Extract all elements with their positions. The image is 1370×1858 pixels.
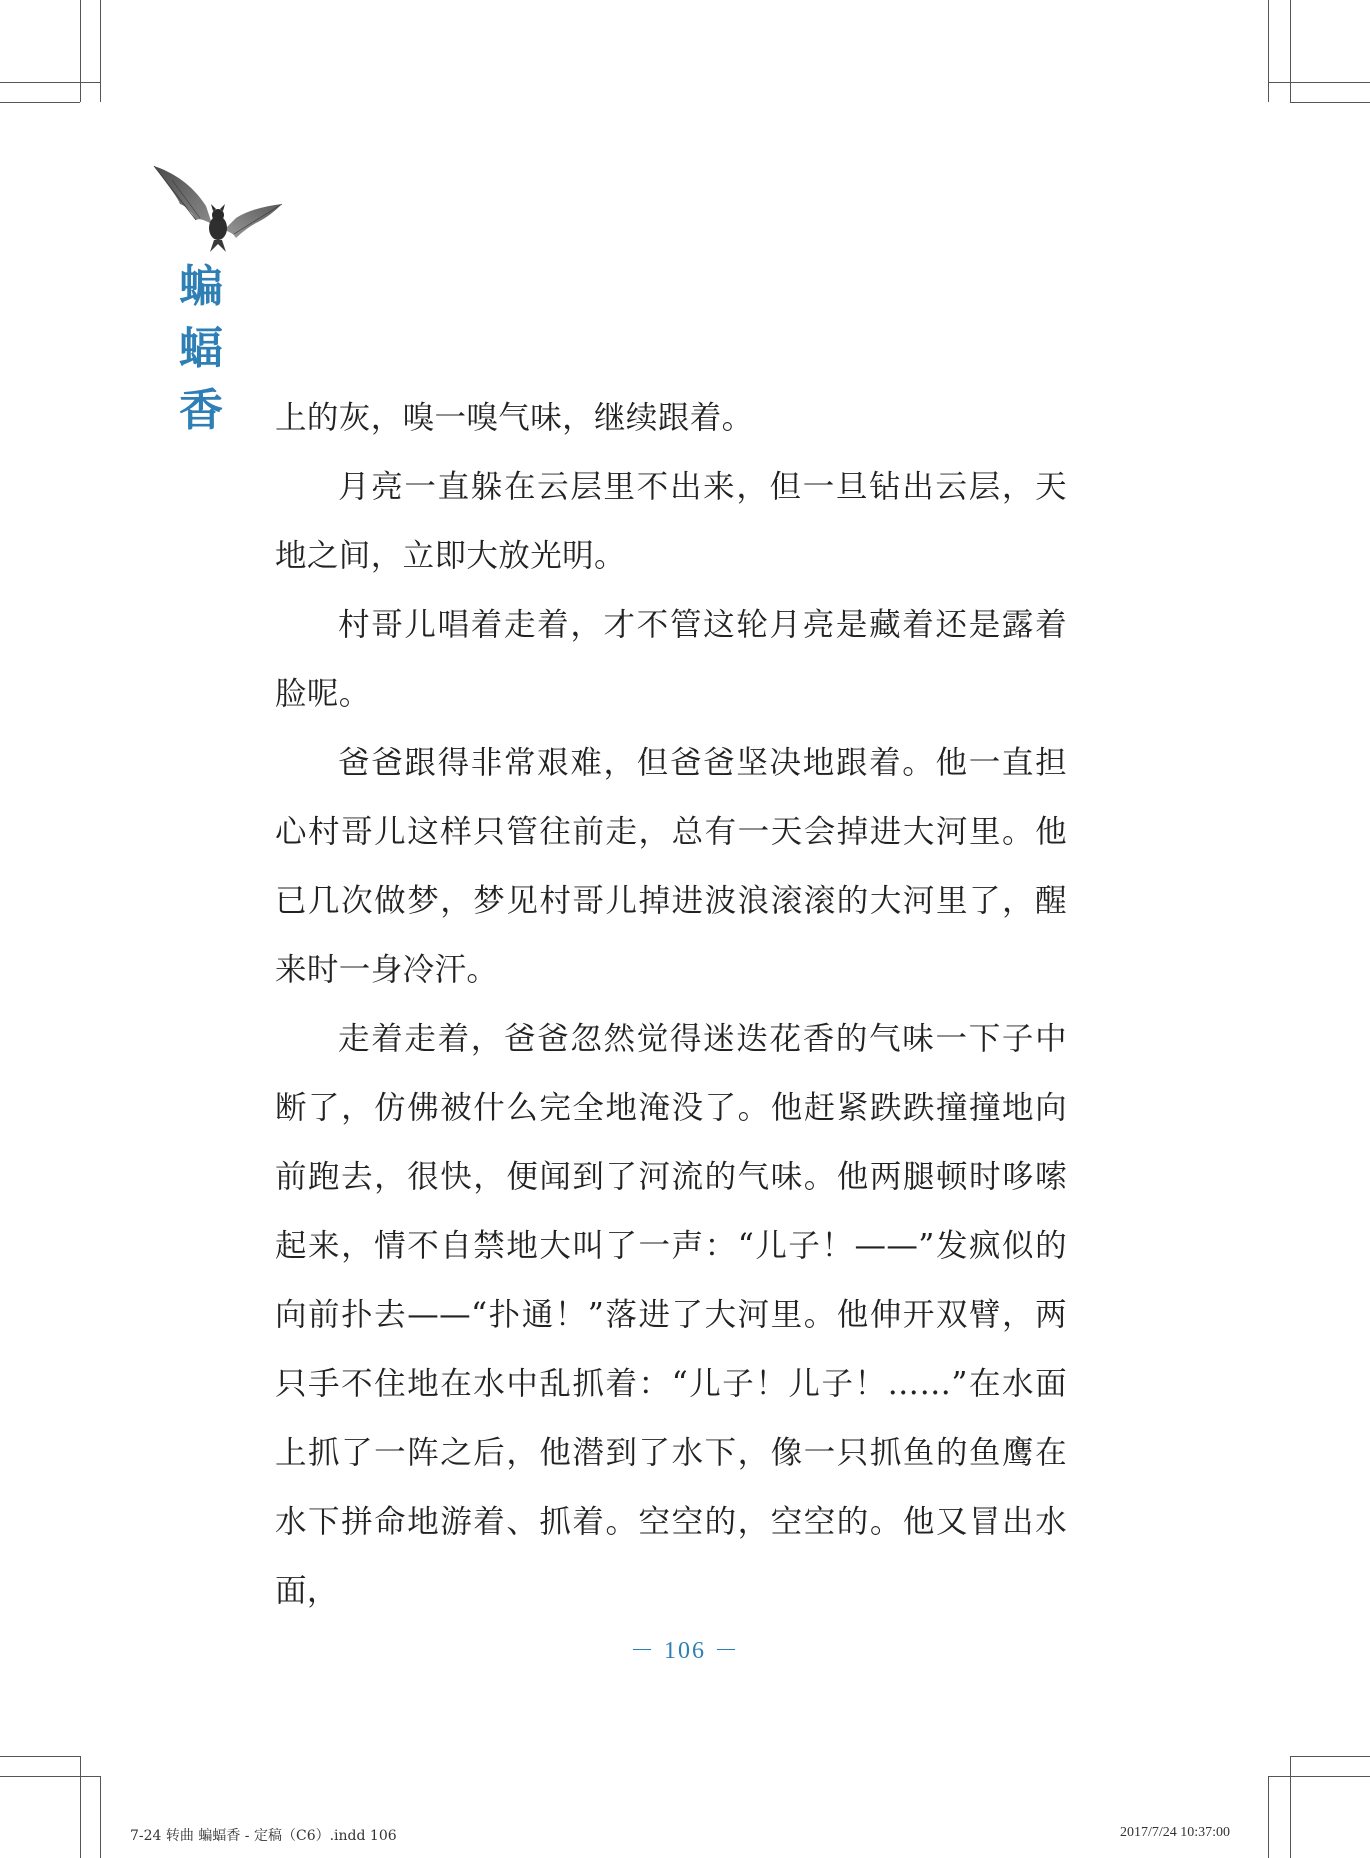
bat-illustration-icon — [150, 160, 285, 255]
print-slug-timestamp: 2017/7/24 10:37:00 — [1119, 1825, 1230, 1840]
side-title-char: 香 — [179, 385, 223, 436]
paragraph: 村哥儿唱着走着，才不管这轮月亮是藏着还是露着脸呢。 — [275, 607, 1067, 712]
paragraph: 走着走着，爸爸忽然觉得迷迭花香的气味一下子中断了，仿佛被什么完全地淹没了。他赶紧跌跌撞撞地向前跑去，很快，便闻到了河流的气味。他两腿顿时哆嗦起来，情不自禁地大叫了一声：“儿子！——”发疯似的向前扑去——“扑通！”落进了大河里。他伸开双臂，两只手不住地在水中乱抓着：“儿子！儿子！……”在水面上抓了一阵之后，他潜到了水下，像一只抓鱼的鱼鹰在水下拼命地游着、抓着。空空的，空空的。他又冒出水面， — [275, 1021, 1067, 1609]
page-number: － 106 － — [630, 1638, 740, 1664]
paragraph: 月亮一直躲在云层里不出来，但一旦钻出云层，天地之间，立即大放光明。 — [275, 469, 1067, 574]
side-title-char: 蝙 — [179, 261, 223, 312]
side-title-char: 蝠 — [179, 323, 223, 374]
print-slug-filename: 7-24 转曲 蝙蝠香 - 定稿（C6）.indd 106 — [130, 1828, 397, 1844]
body-text — [275, 384, 1067, 1626]
paragraph: 爸爸跟得非常艰难，但爸爸坚决地跟着。他一直担心村哥儿这样只管往前走，总有一天会掉进大河里。他已几次做梦，梦见村哥儿掉进波浪滚滚的大河里了，醒来时一身冷汗。 — [275, 745, 1067, 988]
side-title — [174, 256, 228, 442]
paragraph: 上的灰，嗅一嗅气味，继续跟着。 — [275, 400, 754, 436]
